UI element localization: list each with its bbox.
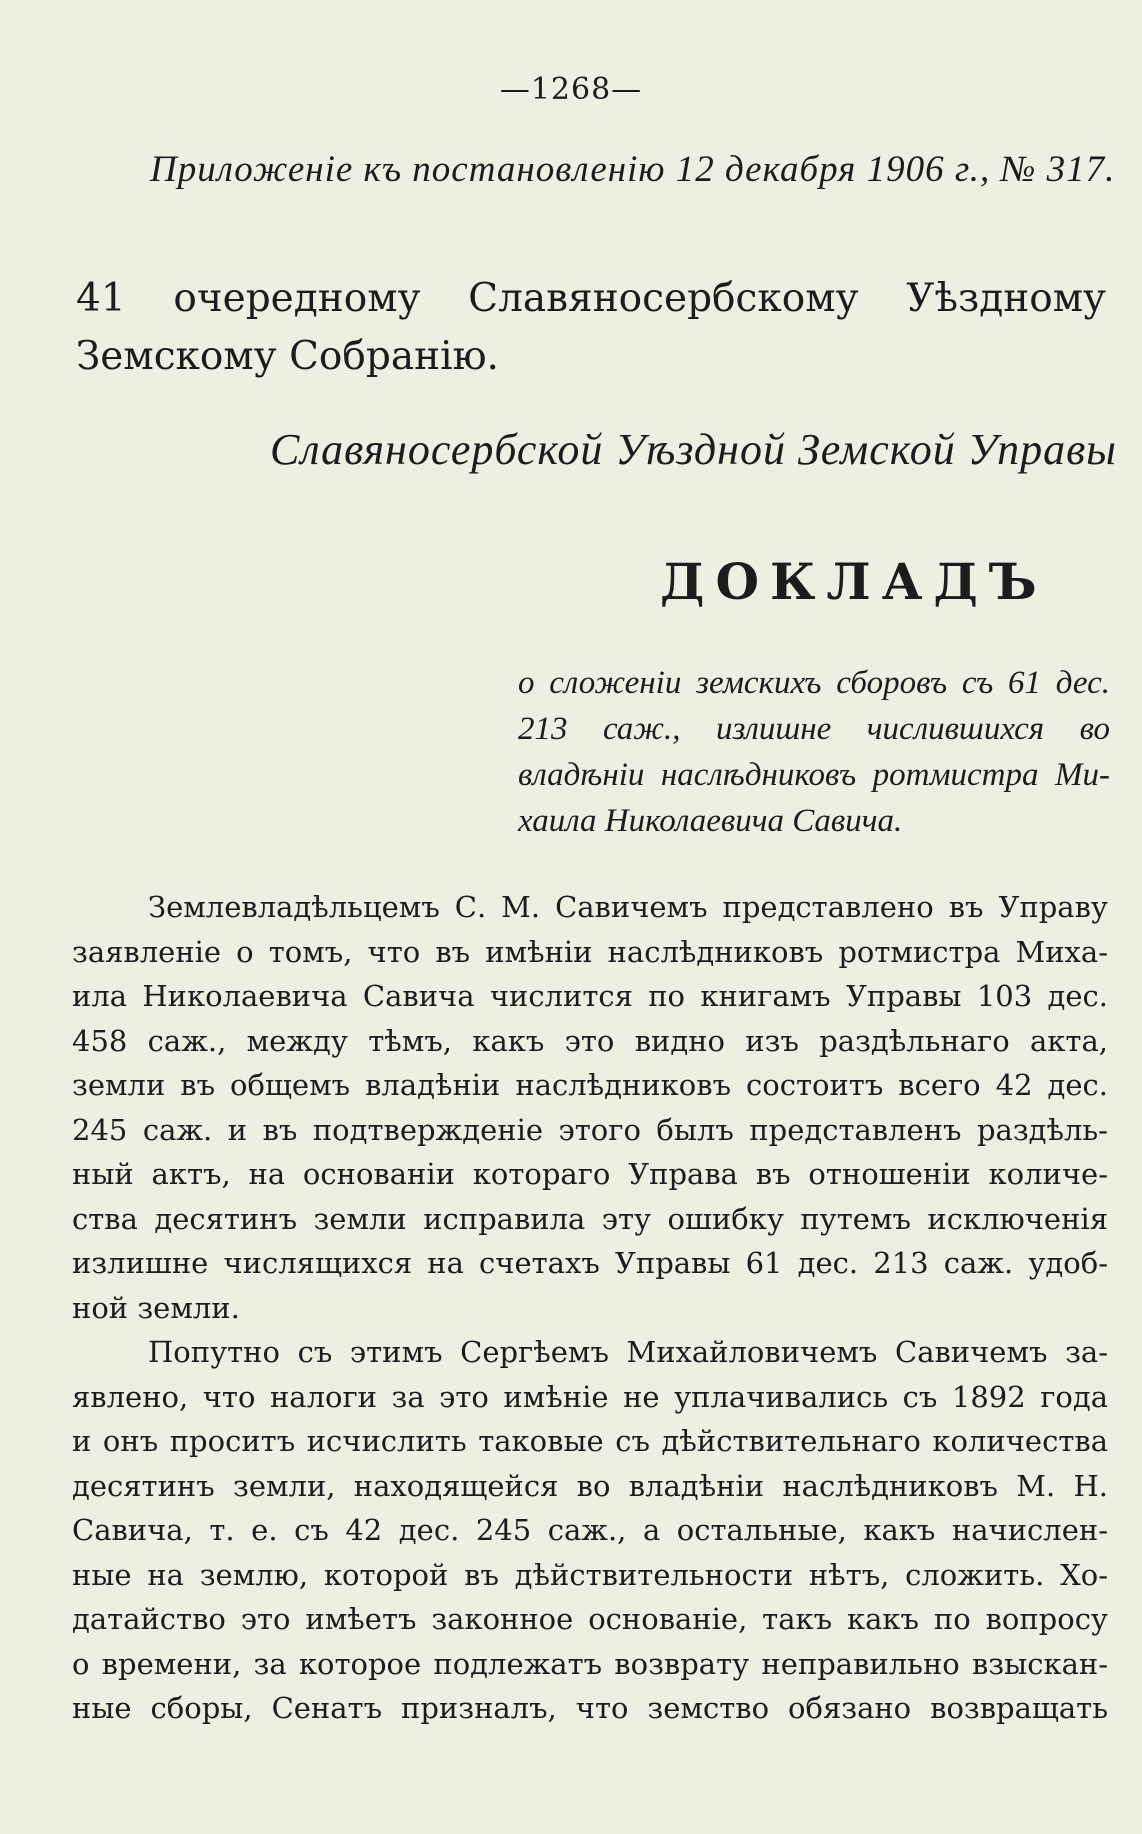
subject-line: владѣніи наслѣдниковъ ротмистра Ми- [518, 757, 1110, 793]
addressee-block [76, 270, 1106, 386]
report-body [72, 885, 1108, 1731]
body-line: ный актъ, на основаніи котораго Управа въ отношеніи количе- [72, 1157, 1108, 1191]
body-line: заявленіе о томъ, что въ имѣніи наслѣдниковъ ротмистра Миха- [72, 934, 1108, 969]
body-line: датайство это имѣетъ законное основаніе, такъ какъ по вопросу [72, 1602, 1108, 1636]
body-line: земли въ общемъ владѣніи наслѣдниковъ состоитъ всего 42 дес. [72, 1068, 1108, 1102]
body-line: Попутно съ этимъ Сергѣемъ Михайловичемъ Савичемъ за- [148, 1335, 1108, 1369]
body-line: излишне числящихся на счетахъ Управы 61 дес. 213 саж. удоб- [72, 1246, 1108, 1280]
document-title: ДОКЛАДЪ [660, 552, 1048, 611]
subject-line: хаила Николаевича Савича. [518, 803, 903, 839]
subject-block [518, 660, 1110, 844]
body-line: ила Николаевича Савича числится по книгамъ Управы 103 дес. [72, 979, 1108, 1013]
issuing-body: Славяносербской Уѣздной Земской Управы [270, 425, 1117, 474]
body-line: Савича, т. е. съ 42 дес. 245 саж., а остальные, какъ начислен- [72, 1513, 1108, 1547]
subject-line: о сложеніи земскихъ сборовъ съ 61 дес. [518, 665, 1110, 701]
body-line: ные на землю, которой въ дѣйствительности нѣтъ, сложить. Хо- [72, 1557, 1108, 1592]
body-line: 458 саж., между тѣмъ, какъ это видно изъ раздѣльнаго акта, [72, 1023, 1108, 1058]
subject-line: 213 саж., излишне числившихся во [518, 711, 1110, 747]
page-number: —1268— [499, 72, 643, 107]
body-line: и онъ проситъ исчислить таковые съ дѣйствительнаго количества [72, 1424, 1108, 1458]
body-line: ные сборы, Сенатъ призналъ, что земство обязано возвращать [72, 1691, 1108, 1725]
addressee-line: 41 очередному Славяносербскому Уѣздному [76, 276, 1106, 321]
body-line: ства десятинъ земли исправила эту ошибку путемъ исключенія [72, 1201, 1108, 1236]
body-line: десятинъ земли, находящейся во владѣніи наслѣдниковъ М. Н. [72, 1468, 1108, 1503]
body-line: Землевладѣльцемъ С. М. Савичемъ представлено въ Управу [148, 890, 1108, 924]
appendix-reference: Приложеніе къ постановленію 12 декабря 1906 г., № 317. [150, 149, 1116, 190]
body-line: ной земли. [72, 1290, 240, 1325]
body-line: 245 саж. и въ подтвержденіе этого былъ представленъ раздѣль- [72, 1112, 1108, 1147]
addressee-line: Земскому Собранію. [76, 334, 499, 379]
body-line: о времени, за которое подлежатъ возврату неправильно взыскан- [72, 1646, 1108, 1681]
body-line: явлено, что налоги за это имѣніе не уплачивались съ 1892 года [72, 1379, 1108, 1414]
